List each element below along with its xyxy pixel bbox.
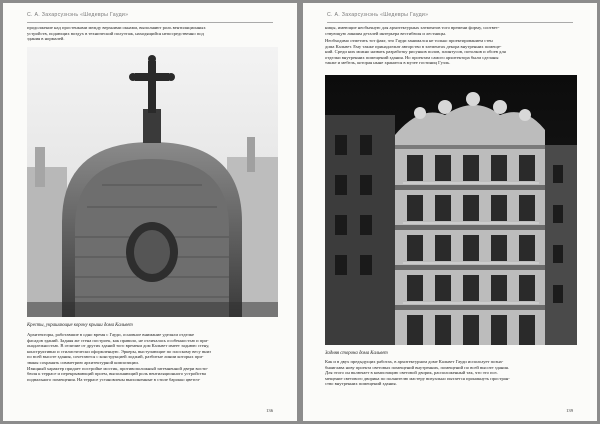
text-line: Необходимо отметить тот факт, что Гауди занимался не только проектированием стен: [325, 38, 493, 43]
text-line: фасадов зданий. Задняя же стена построек, как правило, не отличалась особенностью и при-: [27, 337, 209, 343]
right-photo-facade: [325, 75, 577, 345]
right-paragraph: [325, 38, 577, 66]
text-line: ствующую линиям деталей интерьера вестибюля и лестницы.: [325, 30, 447, 36]
text-line: дома Кальвет. Ему также принадлежат авторство в элементах декора внутренних помеще-: [325, 43, 502, 49]
text-line: конструктивно и стилистически оформленную. Эркеры, выступающие по плоскому весу вниз: [27, 348, 211, 354]
text-line: ний. Среди них можно назвать разработку рисунков полов, плинтусов, потолков и обоев для: [325, 49, 506, 55]
text-line: бнаиглава нову проекта световых помещений внутренних, помещений по всей высоте здания.: [325, 364, 510, 370]
text-line: отделки внутренних помещений здания. Но проектам самого архитектора были сделаны: [325, 54, 499, 60]
text-line: Как и в двух предыдущих работах, в архитектурном доме Кальвет Гауди использует позна-: [325, 359, 504, 364]
text-line: Изящный характер придает постройке мостик, противоположный затемненной двери вости-: [27, 365, 209, 371]
left-running-head: С. А. Захарсузнэнь «Шедевры Гауди»: [27, 12, 129, 18]
left-body-text: [27, 332, 277, 382]
text-line: бюля к террасе и перекрывающий проем, выполняющий роль вентиляционного устройства: [27, 371, 206, 377]
left-caption: Кресты, украшающие корону крыши дома Кальвет: [27, 323, 133, 328]
text-line: продолжение над простенками между верхними окнами, выполняют роль вентиляционных: [27, 25, 206, 30]
text-line: ство внутренних помещений здания.: [325, 381, 397, 387]
right-running-head: С. А. Захарсузнэнь «Шедевры Гауди»: [327, 12, 429, 18]
text-line: Архитекторы, работавшие в одно время с Гауди, основное внимание уделяли отделке: [27, 332, 195, 337]
right-header-rule: [327, 22, 573, 23]
right-page-number: 139: [566, 408, 573, 413]
text-line: здания в нормалей.: [27, 36, 65, 42]
right-caption: Задняя сторона дома Кальвет: [325, 351, 388, 356]
right-body-text: [325, 359, 577, 387]
left-intro-text: [27, 25, 277, 42]
text-line: также и мебель, которая ныне хранится в музее гостиниц Гуэль.: [325, 60, 451, 66]
left-photo-cross: [27, 47, 278, 317]
left-page: [3, 3, 297, 421]
text-line: ницы, имеющие необычную для архитектурных элементов того времени форму, соответ-: [325, 25, 500, 30]
text-line: устройств, подающих воздух в технический полуэтаж, находящийся непосредственно под: [27, 30, 204, 36]
left-page-number: 136: [266, 408, 273, 413]
text-line: онадлежностью. В отличие от других зданий того времени дом Кальвет имеет заднюю стену,: [27, 343, 210, 349]
text-line: подвального помещения. На террасе установлены выполненные в стиле барокко цветоч-: [27, 376, 201, 382]
right-page: [303, 3, 597, 421]
left-header-rule: [27, 22, 273, 23]
text-line: по всей высоте здания, сочетаются с конструкцией лоджий, разбитые линии которых при-: [27, 354, 204, 360]
text-line: мещение светового дворика по полнителю мастеру визуально пытается проникнуть простран-: [325, 375, 510, 381]
right-top-text: [325, 25, 577, 36]
text-line: Для этого он включает в композицию световой дворик, расположенный так, что это поз.: [325, 370, 498, 376]
text-line: званы сохранять симметрию архитектурной композиции.: [27, 359, 139, 365]
